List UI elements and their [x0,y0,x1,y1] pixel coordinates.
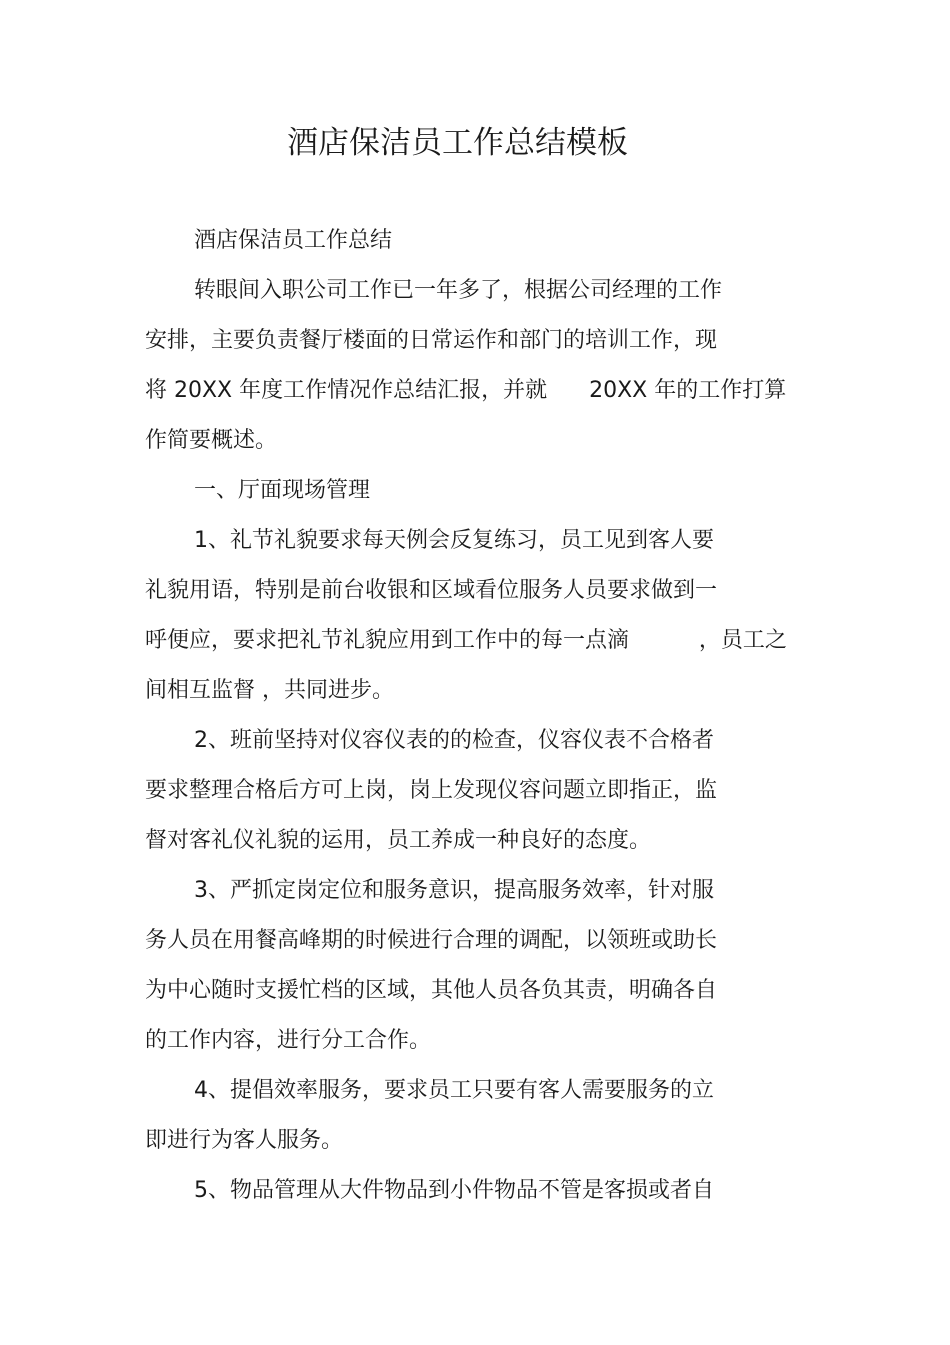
paragraph-line: 2、班前坚持对仪容仪表的的检查，仪容仪表不合格者 [194,728,714,753]
subtitle-line: 酒店保洁员工作总结 [194,228,393,253]
paragraph-line: 呼便应，要求把礼节礼貌应用到工作中的每一点滴 ，员工之 [145,628,787,653]
section-heading: 一、厅面现场管理 [194,478,371,503]
paragraph-line: 的工作内容，进行分工合作。 [145,1028,432,1053]
paragraph-line: 要求整理合格后方可上岗，岗上发现仪容问题立即指正，监 [145,778,718,803]
paragraph-line: 1、礼节礼貌要求每天例会反复练习，员工见到客人要 [194,528,714,553]
paragraph-line: 作简要概述。 [145,428,278,453]
paragraph-line: 务人员在用餐高峰期的时候进行合理的调配，以领班或助长 [145,928,718,953]
paragraph-line: 间相互监督 ，共同进步。 [145,678,394,703]
paragraph-line: 安排，主要负责餐厅楼面的日常运作和部门的培训工作，现 [145,328,718,353]
paragraph-line: 3、严抓定岗定位和服务意识，提高服务效率，针对服 [194,878,714,903]
paragraph-line: 5、物品管理从大件物品到小件物品不管是客损或者自 [194,1178,714,1203]
paragraph-line: 4、提倡效率服务，要求员工只要有客人需要服务的立 [194,1078,714,1103]
paragraph-line: 督对客礼仪礼貌的运用，员工养成一种良好的态度。 [145,828,652,853]
document-title: 酒店保洁员工作总结模板 [287,125,628,161]
paragraph-line: 将 20XX 年度工作情况作总结汇报，并就 20XX 年的工作打算 [145,378,787,403]
paragraph-line: 为中心随时支援忙档的区域，其他人员各负其责，明确各自 [145,978,718,1003]
paragraph-line: 礼貌用语，特别是前台收银和区域看位服务人员要求做到一 [145,578,718,603]
paragraph-line: 转眼间入职公司工作已一年多了，根据公司经理的工作 [194,278,723,303]
paragraph-line: 即进行为客人服务。 [145,1128,344,1153]
